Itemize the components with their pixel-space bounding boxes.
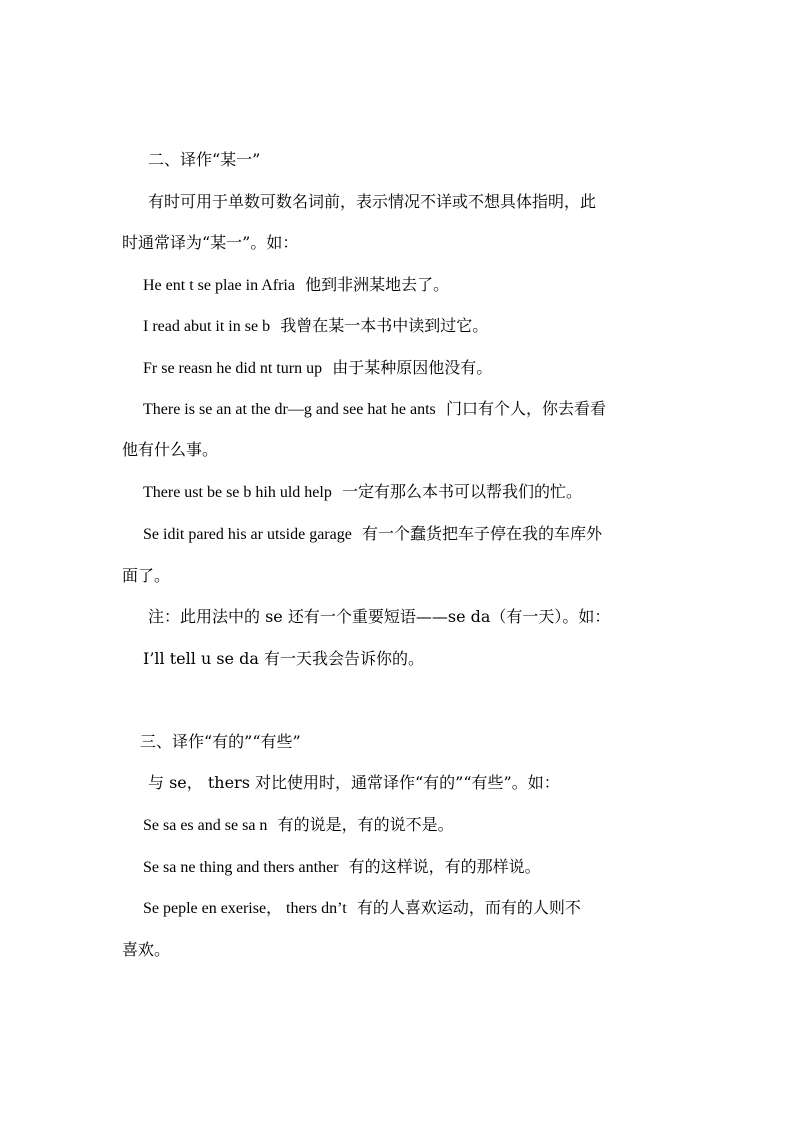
paragraph-line: 有时可用于单数可数名词前，表示情况不详或不想具体指明，此 [148,192,597,211]
example-chinese: 他到非洲某地去了。 [305,275,450,294]
example-line [143,857,541,878]
example-line [143,524,602,545]
example-chinese: 由于某种原因他没有。 [332,358,493,377]
example-english: Fr se reasn he did nt turn up [143,360,323,377]
paragraph-line: 与 se， thers 对比使用时，通常译作“有的”“有些”。如： [148,773,560,792]
example-chinese: 有的人喜欢运动，而有的人则不 [356,898,581,917]
example-chinese: 有的说是，有的说不是。 [277,815,454,834]
example-line [143,815,454,836]
note-example: I’ll tell u se da 有一天我会告诉你的。 [143,649,424,668]
example-line [143,482,582,503]
example-english: Se peple en exerise， thers dn’t [143,900,347,917]
example-english: Se sa ne thing and thers anther [143,859,339,876]
example-line [143,898,581,919]
example-english: There is se an at the dr—g and see hat he ants [143,401,436,418]
example-line [143,275,449,296]
example-english: Se sa es and se sa n [143,817,268,834]
example-chinese: 一定有那么本书可以帮我们的忙。 [342,482,583,501]
example-continuation: 喜欢。 [122,940,171,959]
example-line [143,316,488,337]
example-english: He ent t se plae in Afria [143,277,295,294]
example-chinese: 有一个蠢货把车子停在我的车库外 [362,524,603,543]
example-english: There ust be se b hih uld help [143,484,332,501]
section-heading: 二、译作“某一” [148,150,261,169]
section-heading: 三、译作“有的”“有些” [140,732,301,751]
example-continuation: 面了。 [122,566,171,585]
example-english: Se idit pared his ar utside garage [143,526,352,543]
example-chinese: 门口有个人，你去看看 [445,399,606,418]
example-chinese: 我曾在某一本书中读到过它。 [280,316,489,335]
note-line: 注：此用法中的 se 还有一个重要短语——se da（有一天）。如： [148,607,611,626]
example-line [143,399,606,420]
paragraph-line: 时通常译为“某一”。如： [122,233,299,252]
example-chinese: 有的这样说，有的那样说。 [348,857,541,876]
example-line [143,358,492,379]
example-english: I read abut it in se b [143,318,271,335]
example-continuation: 他有什么事。 [122,440,219,459]
